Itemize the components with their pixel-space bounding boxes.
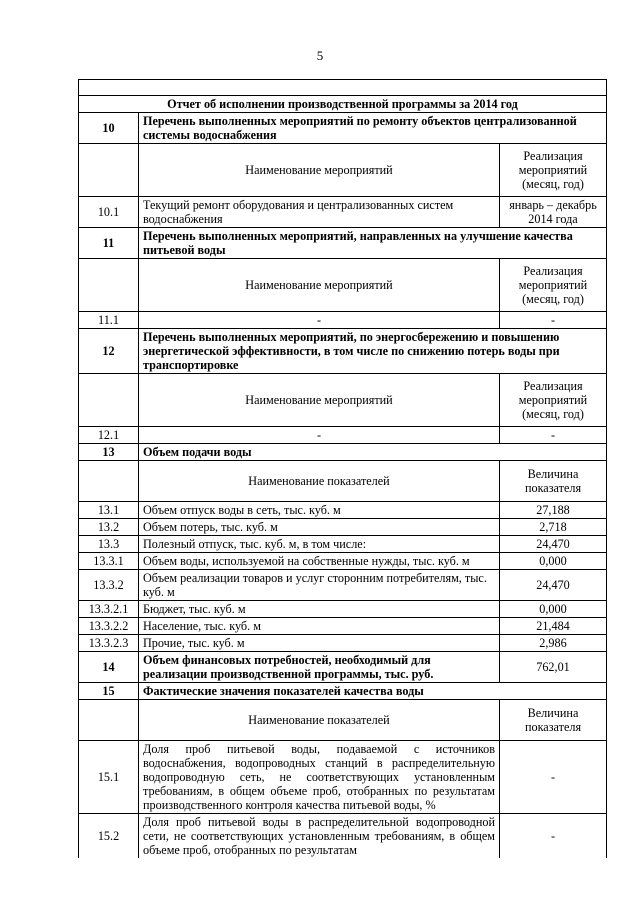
column-header-value: Реализация мероприятий (месяц, год) <box>500 374 607 427</box>
column-header-name: Наименование мероприятий <box>139 144 500 197</box>
row-value: - <box>500 312 607 329</box>
title-row <box>79 96 607 113</box>
table-row <box>79 427 607 444</box>
row-number: 15.2 <box>79 814 139 859</box>
row-name: Объем отпуск воды в сеть, тыс. куб. м <box>139 502 500 519</box>
row-name: Объем потерь, тыс. куб. м <box>139 519 500 536</box>
table-row <box>79 741 607 814</box>
table-row <box>79 570 607 601</box>
column-header-row <box>79 144 607 197</box>
row-number: 13.3 <box>79 536 139 553</box>
column-header-value: Реализация мероприятий (месяц, год) <box>500 259 607 312</box>
section-heading: Перечень выполненных мероприятий, направленных на улучшение качества питьевой воды <box>139 228 607 259</box>
table-row <box>79 618 607 635</box>
column-header-name: Наименование показателей <box>139 461 500 502</box>
row-value: 24,470 <box>500 536 607 553</box>
section-heading-row <box>79 444 607 461</box>
section-heading: Перечень выполненных мероприятий по ремонту объектов централизованной системы водоснабжения <box>139 113 607 144</box>
row-value: 2,718 <box>500 519 607 536</box>
section-heading: Фактические значения показателей качества воды <box>139 683 607 700</box>
section-number: 15 <box>79 683 139 700</box>
section-number: 12 <box>79 329 139 374</box>
row-number: 13.3.1 <box>79 553 139 570</box>
row-name: Прочие, тыс. куб. м <box>139 635 500 652</box>
column-header-row <box>79 700 607 741</box>
column-header-name: Наименование показателей <box>139 700 500 741</box>
section-heading: Объем финансовых потребностей, необходимый для реализации производственной программы, тыс. руб. <box>139 652 500 683</box>
table-row <box>79 635 607 652</box>
table-row <box>79 197 607 228</box>
row-number: 11.1 <box>79 312 139 329</box>
row-name: Текущий ремонт оборудования и централизованных систем водоснабжения <box>139 197 500 228</box>
row-name: Доля проб питьевой воды, подаваемой с источников водоснабжения, водопроводных станций в распределительную водопроводную сеть, не соответствующих установленным требованиям, в общем объеме проб, отобранных по результатам производственного контроля качества питьевой воды, % <box>139 741 500 814</box>
row-name: Полезный отпуск, тыс. куб. м, в том числе: <box>139 536 500 553</box>
row-name: Население, тыс. куб. м <box>139 618 500 635</box>
column-header-value: Реализация мероприятий (месяц, год) <box>500 144 607 197</box>
row-value: - <box>500 814 607 859</box>
section-number: 13 <box>79 444 139 461</box>
row-name: Объем реализации товаров и услуг сторонним потребителям, тыс. куб. м <box>139 570 500 601</box>
section-number: 10 <box>79 113 139 144</box>
section-number: 14 <box>79 652 139 683</box>
section-heading-row <box>79 113 607 144</box>
row-number: 13.3.2.2 <box>79 618 139 635</box>
row-value: 21,484 <box>500 618 607 635</box>
column-header-row <box>79 461 607 502</box>
row-value: - <box>500 741 607 814</box>
table-top-spacer <box>79 80 607 96</box>
section-heading-row <box>79 329 607 374</box>
report-title: Отчет об исполнении производственной программы за 2014 год <box>79 96 607 113</box>
table-row <box>79 502 607 519</box>
report-table <box>78 79 607 858</box>
row-value: 24,470 <box>500 570 607 601</box>
row-name: - <box>139 427 500 444</box>
section-heading-row <box>79 683 607 700</box>
row-number: 15.1 <box>79 741 139 814</box>
section-heading-row <box>79 228 607 259</box>
row-name: Доля проб питьевой воды в распределительной водопроводной сети, не соответствующих установленным требованиям, в общем объеме проб, отобранных по результатам <box>139 814 500 859</box>
page-number: 5 <box>316 48 324 63</box>
table-row <box>79 553 607 570</box>
row-value: январь – декабрь 2014 года <box>500 197 607 228</box>
row-number: 13.3.2.3 <box>79 635 139 652</box>
column-header-value: Величина показателя <box>500 461 607 502</box>
row-number: 13.3.2 <box>79 570 139 601</box>
row-value: - <box>500 427 607 444</box>
table-row <box>79 312 607 329</box>
column-header-name: Наименование мероприятий <box>139 374 500 427</box>
row-value: 27,188 <box>500 502 607 519</box>
table-row <box>79 536 607 553</box>
row-value: 2,986 <box>500 635 607 652</box>
row-number: 13.2 <box>79 519 139 536</box>
column-header-row <box>79 259 607 312</box>
row-name: Объем воды, используемой на собственные нужды, тыс. куб. м <box>139 553 500 570</box>
row-number: 12.1 <box>79 427 139 444</box>
column-header-value: Величина показателя <box>500 700 607 741</box>
column-header-name: Наименование мероприятий <box>139 259 500 312</box>
table-row <box>79 814 607 859</box>
table-row <box>79 519 607 536</box>
section-heading: Перечень выполненных мероприятий, по энергосбережению и повышению энергетической эффективности, в том числе по снижению потерь воды при транспортировке <box>139 329 607 374</box>
row-value: 762,01 <box>500 652 607 683</box>
section-heading: Объем подачи воды <box>139 444 607 461</box>
row-name: Бюджет, тыс. куб. м <box>139 601 500 618</box>
section-number: 11 <box>79 228 139 259</box>
row-number: 13.3.2.1 <box>79 601 139 618</box>
table-row <box>79 601 607 618</box>
section-heading-row <box>79 652 607 683</box>
row-number: 13.1 <box>79 502 139 519</box>
row-number: 10.1 <box>79 197 139 228</box>
row-name: - <box>139 312 500 329</box>
row-value: 0,000 <box>500 601 607 618</box>
column-header-row <box>79 374 607 427</box>
row-value: 0,000 <box>500 553 607 570</box>
